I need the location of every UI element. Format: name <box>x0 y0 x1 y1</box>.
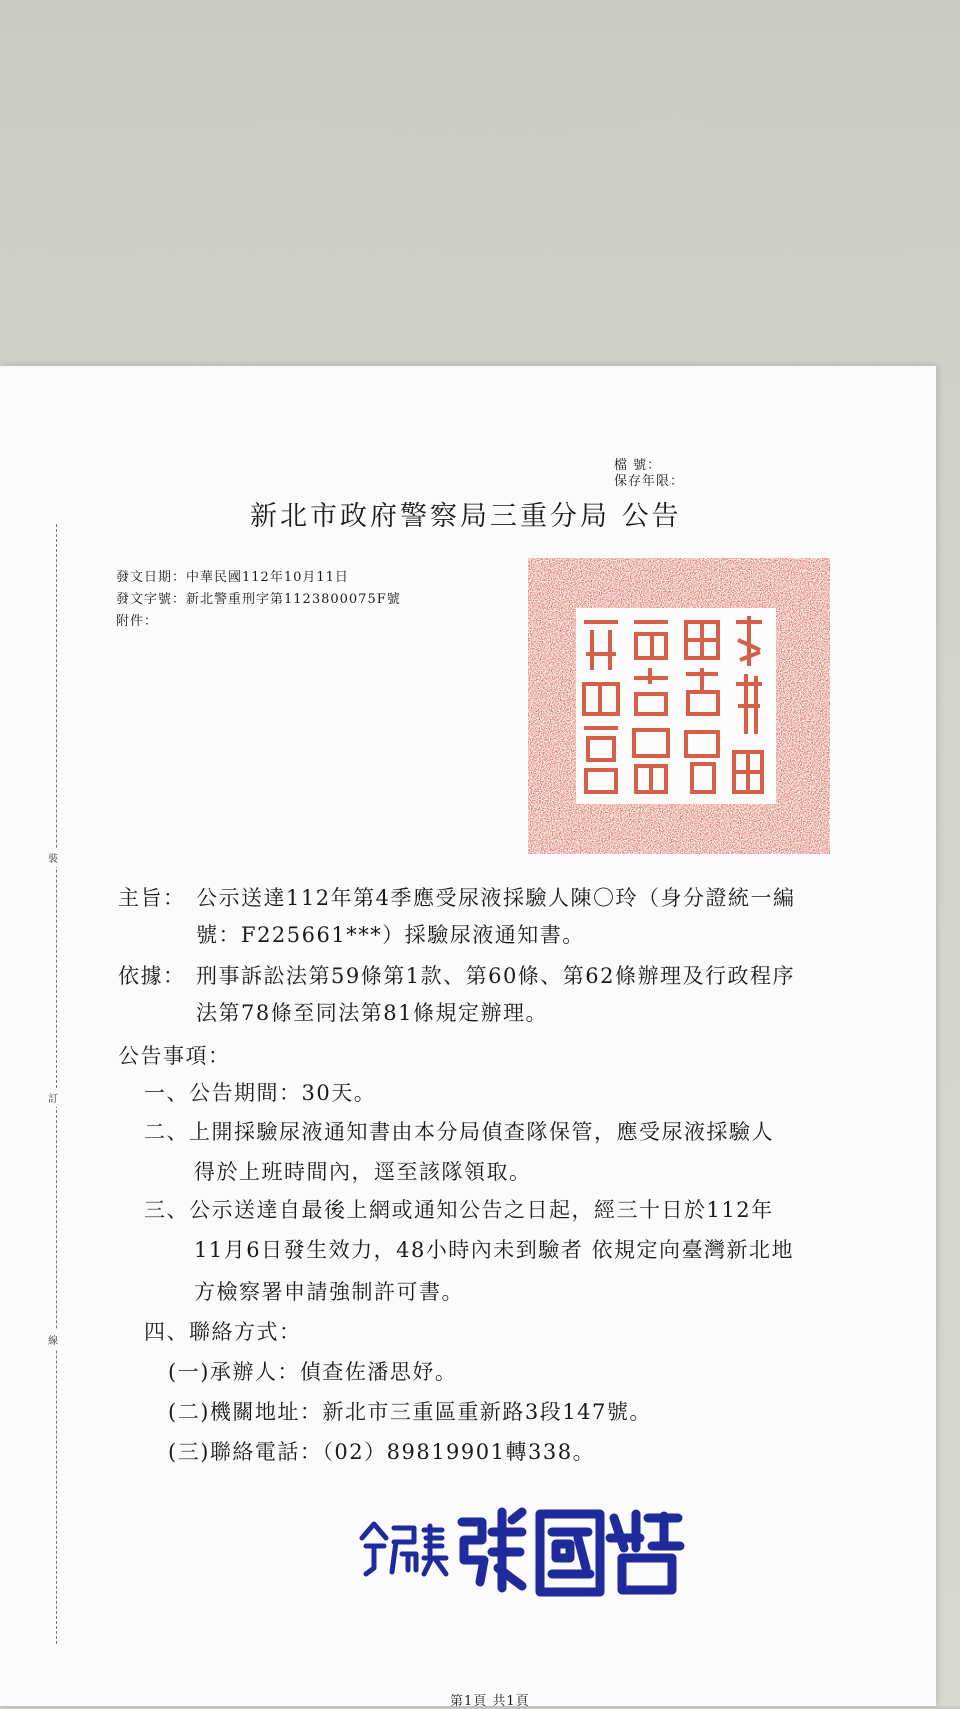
notice-item-2-line-2: 得於上班時間內，逕至該隊領取。 <box>194 1160 532 1184</box>
notice-item-4: 四、聯絡方式： <box>144 1320 302 1344</box>
attachment-label: 附件： <box>116 614 159 629</box>
retention-label: 保存年限： <box>614 474 685 489</box>
file-no-label: 檔 號： <box>614 458 662 473</box>
basis-line-2: 法第78條至同法第81條規定辦理。 <box>196 1001 548 1025</box>
notice-item-2-line-1: 二、上開採驗尿液通知書由本分局偵查隊保管，應受尿液採驗人 <box>144 1120 774 1144</box>
contact-address: (二)機關地址：新北市三重區重新路3段147號。 <box>168 1400 652 1424</box>
subject-label: 主旨： <box>118 886 186 910</box>
subject-line-1: 公示送達112年第4季應受尿液採驗人陳〇玲（身分證統一編 <box>196 886 796 910</box>
basis-line-1: 刑事訴訟法第59條第1款、第60條、第62條辦理及行政程序 <box>196 964 796 988</box>
notice-item-3-line-2: 11月6日發生效力，48小時內未到驗者 依規定向臺灣新北地 <box>194 1238 794 1262</box>
binding-line <box>56 524 57 1644</box>
subject-line-2: 號：F225661***）採驗尿液通知書。 <box>196 923 585 947</box>
official-seal <box>526 556 832 856</box>
basis-label: 依據： <box>118 964 186 988</box>
notice-heading: 公告事項： <box>118 1044 231 1068</box>
notice-item-3-line-1: 三、公示送達自最後上網或通知公告之日起，經三十日於112年 <box>144 1198 774 1222</box>
binding-char-xian: 線 <box>48 1330 58 1349</box>
binding-char-zhuang: 裝 <box>48 848 58 867</box>
page-title: 新北市政府警察局三重分局 公告 <box>250 501 682 532</box>
contact-person: (一)承辦人：偵查佐潘思妤。 <box>168 1360 458 1384</box>
notice-item-1: 一、公告期間：30天。 <box>144 1081 377 1105</box>
doc-number: 發文字號：新北警重刑字第1123800075F號 <box>116 592 401 607</box>
contact-phone: (三)聯絡電話：（02）89819901轉338。 <box>168 1440 596 1464</box>
director-signature-stamp <box>352 1498 692 1598</box>
page-number: 第1頁 共1頁 <box>450 1694 530 1709</box>
notice-item-3-line-3: 方檢察署申請強制許可書。 <box>194 1280 464 1304</box>
binding-char-ding: 訂 <box>48 1088 58 1107</box>
issue-date: 發文日期：中華民國112年10月11日 <box>116 570 349 585</box>
